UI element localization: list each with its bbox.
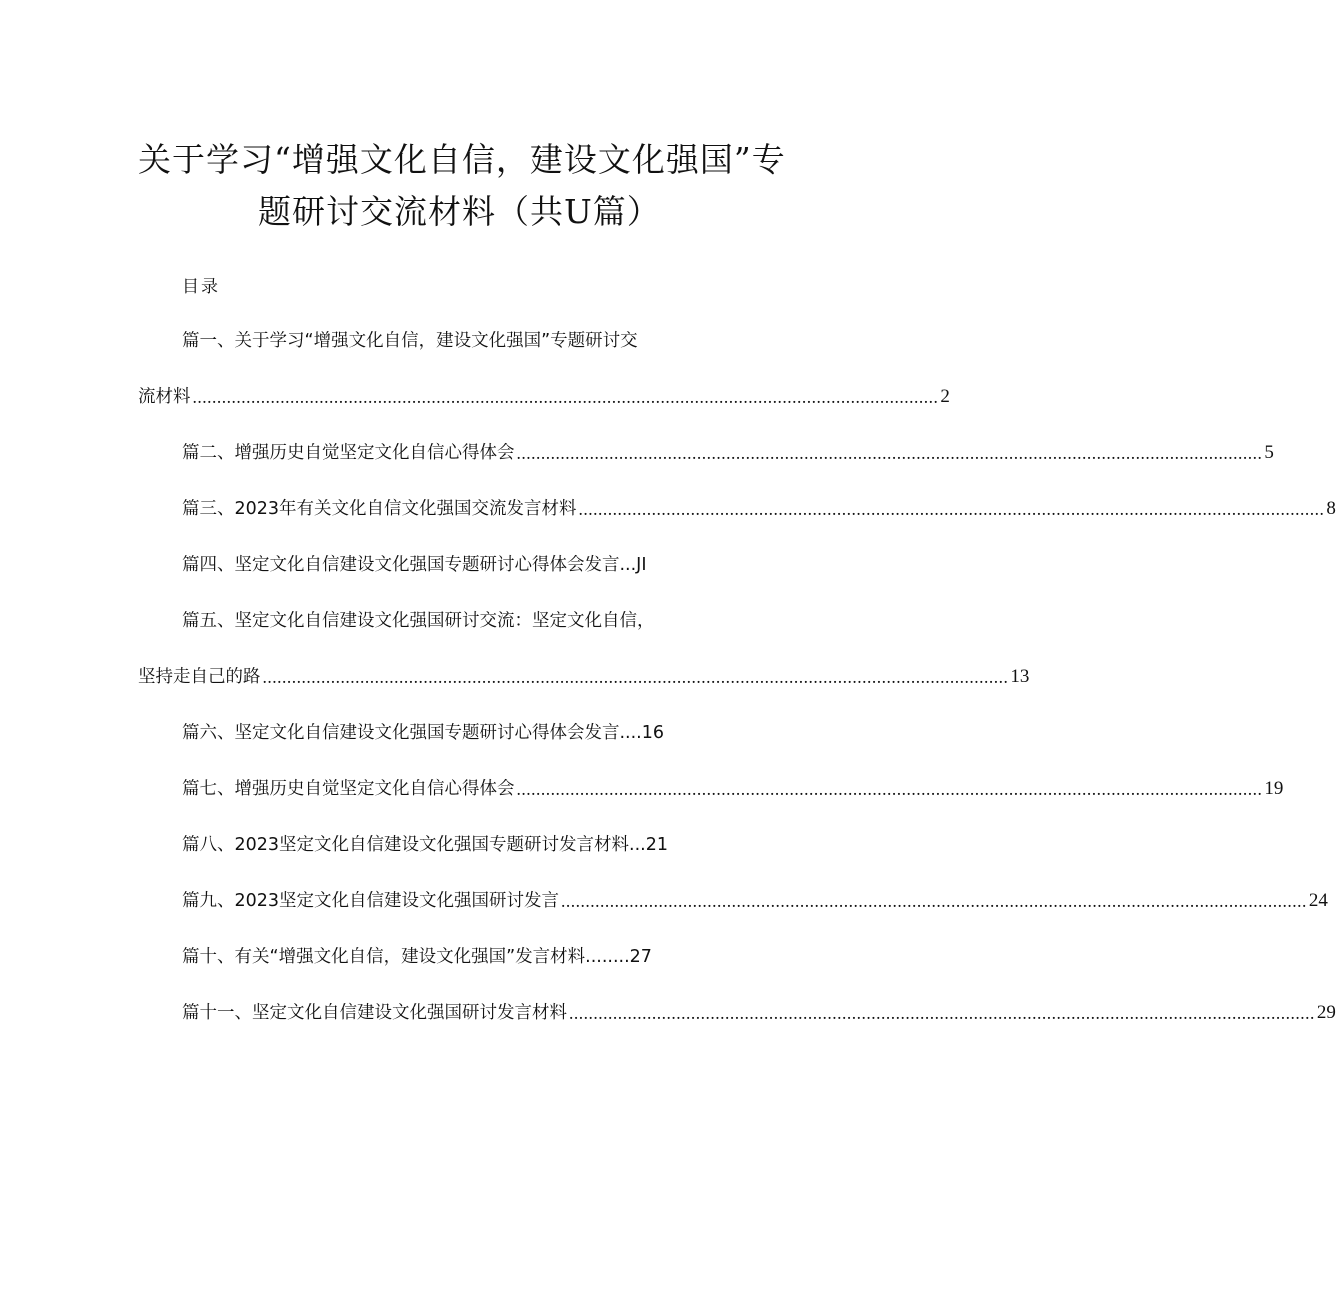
- toc-entry-2[interactable]: [182, 438, 1274, 464]
- toc-entry-text: 篇二、增强历史自觉坚定文化自信心得体会: [182, 443, 515, 463]
- toc-entry-6[interactable]: [182, 718, 742, 744]
- toc-entry-text: 篇八、2023坚定文化自信建设文化强国专题研讨发言材料...21: [182, 835, 668, 855]
- leader-dots: .........................................................................................................................................................: [516, 443, 1263, 463]
- toc-entry-text: 篇十、有关“增强文化自信，建设文化强国”发言材料........27: [182, 947, 652, 967]
- toc-entry-7[interactable]: [182, 774, 1284, 800]
- leader-dots: .........................................................................................................................................................: [262, 667, 1009, 687]
- toc-entry-text: 篇三、2023年有关文化自信文化强国交流发言材料: [182, 499, 577, 519]
- toc-entry-text: 篇七、增强历史自觉坚定文化自信心得体会: [182, 779, 515, 799]
- toc-heading: 目录: [182, 277, 220, 297]
- toc-entry-text: 坚持走自己的路: [138, 667, 261, 687]
- toc-page-number: 29: [1316, 1002, 1336, 1023]
- leader-dots: .........................................................................................................................................................: [561, 891, 1307, 911]
- toc-entry-text: 篇六、坚定文化自信建设文化强国专题研讨心得体会发言....16: [182, 723, 665, 743]
- document-title-line-1: 关于学习“增强文化自信，建设文化强国”专: [138, 140, 786, 179]
- toc-entry-text: 篇四、坚定文化自信建设文化强国专题研讨心得体会发言...JI: [182, 555, 647, 575]
- toc-page-number: 19: [1264, 778, 1284, 799]
- toc-entry-text: 篇五、坚定文化自信建设文化强国研讨交流：坚定文化自信，: [182, 611, 655, 631]
- leader-dots: .........................................................................................................................................................: [569, 1003, 1315, 1023]
- leader-dots: .........................................................................................................................................................: [516, 779, 1263, 799]
- leader-dots: .........................................................................................................................................................: [192, 387, 939, 407]
- toc-entry-text: 篇九、2023坚定文化自信建设文化强国研讨发言: [182, 891, 560, 911]
- toc-entry-1-line-2[interactable]: [138, 382, 950, 408]
- toc-page-number: 2: [940, 386, 950, 407]
- toc-entry-11[interactable]: [182, 998, 1336, 1024]
- toc-entry-text: 流材料: [138, 387, 191, 407]
- toc-entry-8[interactable]: [182, 830, 742, 856]
- toc-page-number: 5: [1264, 442, 1274, 463]
- toc-entry-10[interactable]: [182, 942, 742, 968]
- toc-entry-5-line-2[interactable]: [138, 662, 1030, 688]
- toc-page-number: 13: [1010, 666, 1030, 687]
- toc-entry-1-line-1[interactable]: [182, 326, 742, 352]
- leader-dots: .........................................................................................................................................................: [578, 499, 1325, 519]
- toc-entry-text: 篇十一、坚定文化自信建设文化强国研讨发言材料: [182, 1003, 567, 1023]
- toc-entry-9[interactable]: [182, 886, 1328, 912]
- toc-entry-text: 篇一、关于学习“增强文化自信，建设文化强国”专题研讨交: [182, 331, 638, 351]
- toc-page-number: 24: [1308, 890, 1328, 911]
- toc-entry-3[interactable]: [182, 494, 1336, 520]
- toc-entry-5-line-1[interactable]: [182, 606, 742, 632]
- toc-entry-4[interactable]: [182, 550, 742, 576]
- document-title-line-2: 题研讨交流材料（共U篇）: [258, 192, 661, 231]
- toc-page-number: 8: [1326, 498, 1336, 519]
